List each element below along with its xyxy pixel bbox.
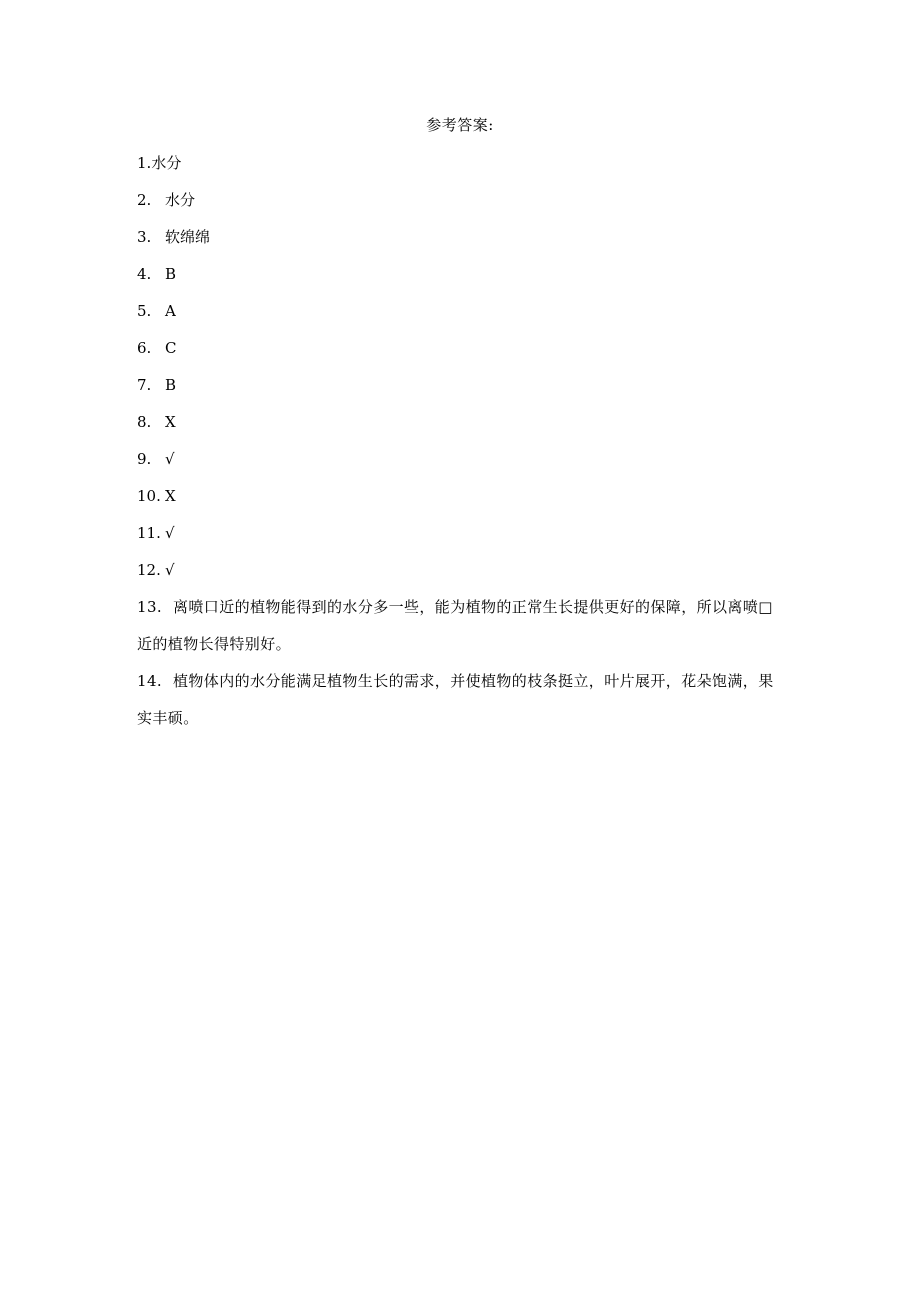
answer-key-title: 参考答案: [426, 116, 494, 134]
answer-item [137, 219, 787, 256]
answer-item [137, 330, 787, 367]
answer-item [137, 256, 787, 293]
answer-text: X [165, 487, 176, 505]
answer-number: 10. [137, 487, 161, 505]
answer-list [137, 145, 787, 737]
answer-number: 14. [137, 672, 163, 690]
answer-number: 3. [137, 228, 152, 246]
answer-number: 9. [137, 450, 152, 468]
answer-text: X [165, 413, 176, 431]
answer-item [137, 515, 787, 552]
answer-number: 13. [137, 598, 163, 616]
answer-text: 水分 [151, 154, 182, 172]
answer-number: 8. [137, 413, 152, 431]
answer-text: A [165, 302, 176, 320]
answer-text: √ [165, 561, 175, 579]
answer-item [137, 404, 787, 441]
answer-text: 植物体内的水分能满足植物生长的需求，并使植物的枝条挺立，叶片展开，花朵饱满，果实丰硕。 [137, 672, 774, 727]
answer-number: 4. [137, 265, 152, 283]
answer-text: C [165, 339, 177, 357]
answer-text: √ [165, 450, 175, 468]
answer-item [137, 478, 787, 515]
answer-number: 6. [137, 339, 152, 357]
answer-text: √ [165, 524, 175, 542]
answer-item [137, 441, 787, 478]
answer-item [137, 552, 787, 589]
answer-number: 11. [137, 524, 161, 542]
answer-number: 2. [137, 191, 152, 209]
answer-text: 软绵绵 [165, 228, 211, 246]
answer-item [137, 367, 787, 404]
answer-number: 7. [137, 376, 152, 394]
answer-text: 离喷口近的植物能得到的水分多一些，能为植物的正常生长提供更好的保障，所以离喷□近的植物长得特别好。 [137, 598, 773, 653]
answer-item [137, 293, 787, 330]
answer-text: 水分 [165, 191, 196, 209]
answer-number: 1. [137, 154, 152, 172]
answer-item [137, 182, 787, 219]
answer-item [137, 145, 787, 182]
answer-number: 5. [137, 302, 152, 320]
answer-text: B [165, 265, 177, 283]
answer-item [137, 589, 787, 663]
answer-item [137, 663, 787, 737]
answer-text: B [165, 376, 177, 394]
answer-number: 12. [137, 561, 161, 579]
